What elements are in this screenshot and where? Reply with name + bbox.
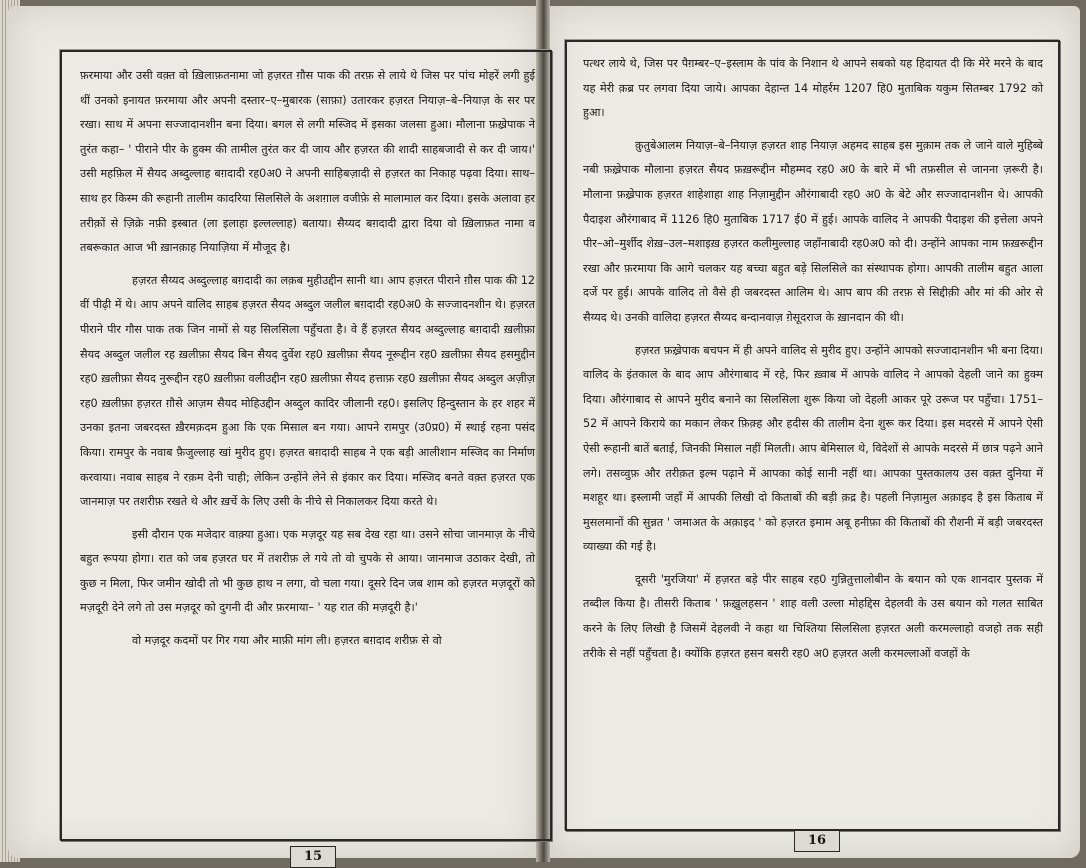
paragraph: क़ुतुबेआलम नियाज़–बे–नियाज़ हज़रत शाह नियाज़ अहमद साहब इस मुक़ाम तक ले जाने वाले मुहिब्बे नबी फ़ख़्रेपाक मौलाना हज़रत सैयद फ़ख़रूद्दीन मौहम्मद रह0 अ0 के बारे में भी तफ़सील से जानना ज़रूरी है। मौलाना फ़ख़्रेपाक हज़रत शाहेशाहा शाह निज़ामुद्दीन औरंगाबादी रह0 अ0 के बेटे और सज्जादानशीन थे। आपकी पैदाइश औरंगाबाद में 1126 हि0 मुताबिक 1717 ई0 में हुई। आपके वालिद ने आपकी पैदाइश की इत्तेला अपने पीर–ओ–मुर्शीद शेख़–उल–मशाइख़ हज़रत कलीमुल्लाह जहाँनाबादी रह0अ0 को दी। उन्होंने आपका नाम फ़ख़रूद्दीन रखा और फ़रमाया कि आगे चलकर यह बच्चा बहुत बड़े सिलसिले का संस्थापक होगा। आपकी तालीम बहुत आला दर्जे पर हुई। आपके वालिद तो वैसे ही जबरदस्त आलिम थे। आप बाप की तरफ़ से सिद्दीक़ी और मां की ओर से सैय्यद थे। उनकी वालिदा हज़रत सैय्यद बन्दानवाज़ ग़ेसूदराज के ख़ानदान की थी। xyxy=(583,138,1043,324)
paragraph: हज़रत सैय्यद अब्दुल्लाह बग़दादी का लक़ब मुहीउद्दीन सानी था। आप हज़रत पीराने ग़ौस पाक की 12 वीं पीढ़ी में थे। आप अपने वालिद साहब हज़रत सैयद अब्दुल जलील बग़दादी रह0अ0 के सज्जादनशीन थे। हज़रत पीराने पीर गौस पाक तक जिन नामों से यह सिलसिला पहुँचता है। वे हैं हज़रत सैयद अब्दुल्लाह बग़दादी ख़लीफ़ा सैयद अब्दुल जलील रह ख़लीफ़ा सैयद बिन सैयद दुर्वेश रह0 ख़लीफ़ा सैयद नूरूद्दीन रह0 ख़लीफ़ा सैयद हसमुद्दीन रह0 ख़लीफ़ा सैयद नुरूद्दीन रह0 ख़लीफ़ा वलीउद्दीन रह0 ख़लीफ़ा सैयद हत्ताफ़ रह0 ख़लीफ़ा सैयद अब्दुल अज़ीज़ रह0 ख़लीफ़ा हज़रत ग़ौसे आज़म सैयद मोहिउद्दीन अब्दुल कादिर जीलानी रह0। इसलिए हिन्दुस्तान के हर शहर में उनका इतना जबरदस्त ख़ैरमक़दम हुआ कि एक मिसाल बन गया। आपने रामपुर (उ0प्र0) में स्थाई रहना पसंद किया। रामपुर के नवाब फ़ैजुल्लाह खां मुरीद हुए। हज़रत बग़दादी साहब ने एक बड़ी आलीशान मस्जिद का निर्माण करवाया। नवाब साहब ने रक़म देनी चाही; लेकिन उन्होंने लेने से इंकार कर दिया। मस्जिद बनते वक़्त हज़रत एक जानमाज़ पर तशरीफ़ रखते थे और ख़र्चे के लिए उसी के नीचे से निकालकर दिया करते थे। xyxy=(80,273,535,509)
page-number: 15 xyxy=(290,846,336,868)
left-page-text xyxy=(80,64,535,654)
paragraph: पत्थर लाये थे, जिस पर पैग़म्बर–ए–इस्लाम के पांव के निशान थे आपने सबको यह हिदायत दी कि मेरे मरने के बाद यह मेरी क़ब्र पर लगवा दिया जाये। आपका देहान्त 14 मोहर्रम 1207 हि0 मुताबिक यकुम सितम्बर 1792 को हुआ। xyxy=(583,57,1043,120)
paragraph: दूसरी 'मुरजिया' में हज़रत बड़े पीर साहब रह0 गुन्नितुत्तालोबीन के बयान को एक शानदार पुस्तक में तब्दील किया है। तीसरी किताब ' फ़ख़्रुलहसन ' शाह वली उल्ला मोहद्दिस देहलवी के उस बयान को गलत साबित करने के लिए लिखी है जिसमें देहलवी ने कहा था चिश्तिया सिलसिला हज़रत अली करमल्लाहो वजहो तक सही तरीके से नहीं पहुँचता है। क्योंकि हज़रत हसन बसरी रह0 अ0 हज़रत अली करमल्लाओं वजहों के xyxy=(583,572,1043,660)
paragraph: हज़रत फ़ख़्रेपाक बचपन में ही अपने वालिद से मुरीद हुए। उन्होंने आपको सज्जादानशीन भी बना दिया। वालिद के इंतकाल के बाद आप औरंगाबाद में रहे, फिर ख़्वाब में आपके वालिद ने आपको देहली जाने का हुक्म दिया। औरंगाबाद से आपने मुरीद बनाने का सिलसिला शुरू किया जो देहली आकर पूरे उरूज पर पहुँचा। 1751–52 में आपने किराये का मकान लेकर फ़िक़्ह और हदीस की तालीम देना शुरू कर दिया। इस मदरसे में आपने ऐसी ऐसी रूहानी बातें बताई, जिनकी मिसाल नहीं मिलती। आप बेमिसाल थे, विदेशों से आपके मदरसे में छात्र पढ़ने आने लगे। तसव्वुफ़ और तरीक़त इल्म पढ़ाने में आपका कोई सानी नहीं था। आपका पुस्तकालय उस वक़्त दुनिया में मशहूर था। इस्लामी जहाँ में आपकी लिखी दो किताबों की बड़ी क़द्र है। पहली निज़ामुल अक़ाइद है इस किताब में मुसलमानों की सुन्नत ' जमाअत के अक़ाइद ' को हज़रत इमाम अबू हनीफ़ा की किताबों की रौशनी में बड़ी जबरदस्त व्याख्या की गई है। xyxy=(583,343,1043,554)
paragraph: वो मज़दूर कदमों पर गिर गया और माफ़ी मांग ली। हज़रत बग़दाद शरीफ़ से वो xyxy=(132,634,442,648)
paragraph: फ़रमाया और उसी वक़्त वो ख़िलाफ़तनामा जो हज़रत ग़ौस पाक की तरफ़ से लाये थे जिस पर पांच मोहरें लगी हुई थीं उनको इनायत फ़रमाया और अपनी दस्तार–ए–मुबारक (साफ़ा) उतारकर हज़रत नियाज़–बे–नियाज़ के सर पर रखा। साथ में अपना सज्जादानशीन बना दिया। बगल से लगी मस्जिद में इसका जलसा हुआ। मौलाना फ़ख़्रेपाक ने तुरंत कहा– ' पीराने पीर के हुक्म की तामील तुरंत कर दी जाय और हज़रत की शादी साहबजादी से कर दी जाय।' उसी महफ़िल में सैयद अब्दुल्लाह बग़दादी रह0अ0 ने अपनी साहिबज़ादी से हज़रत का निकाह पढ़वा दिया। साथ–साथ हर किस्म की रूहानी तालीम कादरिया सिलसिले के अशग़ाल वजीफ़े से मालामाल कर दिया। इसके अलावा हर तरीक़ों से ज़िक्रे नफ़ी इस्बात (ला इलाहा इल्लल्लाह) बताया। सैय्यद बग़दादी द्वारा दिया वो ख़िलाफ़त नामा व तबरूकात आज भी ख़ानक़ाह नियाज़िया में मौजूद है। xyxy=(80,69,535,255)
page-number: 16 xyxy=(794,830,840,852)
right-page-text xyxy=(583,52,1043,666)
paragraph: इसी दौरान एक मजेदार वाक़्या हुआ। एक मज़दूर यह सब देख रहा था। उसने सोचा जानमाज़ के नीचे बहुत रूपया होगा। रात को जब हज़रत घर में तशरीफ़ ले गये तो वो चुपके से आया। जानमाज उठाकर देखी, तो कुछ न मिला, फिर जमीन खोदी तो भी कुछ हाथ न लगा, वो चला गया। दूसरे दिन जब शाम को हज़रत मज़दूरों को मज़दूरी देने लगे तो उस मज़दूर को दुगनी दी और फ़रमाया– ' यह रात की मज़दूरी है।' xyxy=(80,527,535,615)
